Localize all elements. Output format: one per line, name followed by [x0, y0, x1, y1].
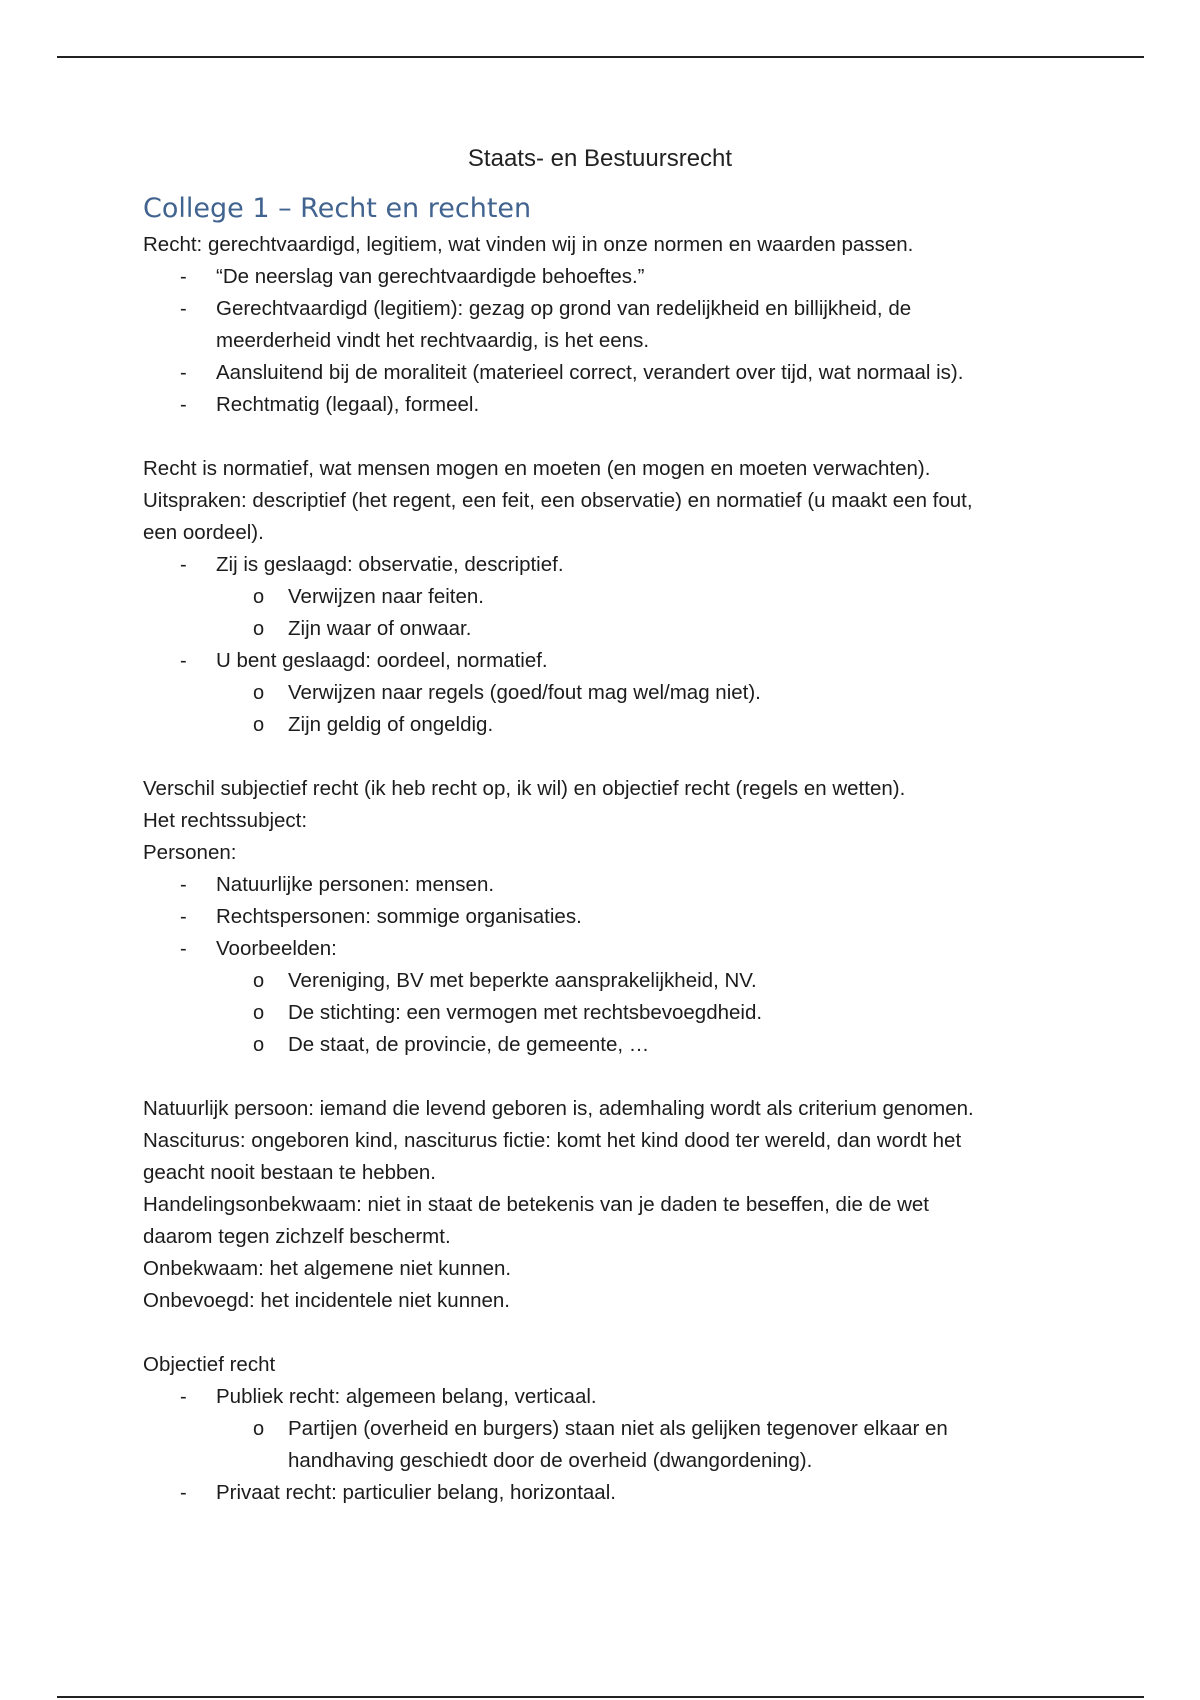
list-item: Aansluitend bij de moraliteit (materieel correct, verandert over tijd, wat normaal is). [216, 361, 964, 384]
sub-list-item-continuation: handhaving geschiedt door de overheid (dwangordening). [288, 1449, 813, 1472]
circle-bullet: o [253, 1034, 265, 1056]
top-rule [57, 56, 1144, 58]
paragraph-line: Objectief recht [143, 1353, 276, 1376]
circle-bullet: o [253, 1418, 265, 1440]
list-item: Zij is geslaagd: observatie, descriptief. [216, 553, 564, 576]
circle-bullet: o [253, 586, 265, 608]
circle-bullet: o [253, 714, 265, 736]
paragraph-line: Personen: [143, 841, 237, 864]
paragraph-line: Onbekwaam: het algemene niet kunnen. [143, 1257, 512, 1280]
paragraph-line: geacht nooit bestaan te hebben. [143, 1161, 436, 1184]
paragraph-line: Het rechtssubject: [143, 809, 308, 832]
circle-bullet: o [253, 682, 265, 704]
paragraph-line: een oordeel). [143, 521, 264, 544]
sub-list-item: Zijn geldig of ongeldig. [288, 713, 494, 736]
paragraph-line: Handelingsonbekwaam: niet in staat de betekenis van je daden te beseffen, die de wet [143, 1193, 929, 1216]
dash-bullet: - [180, 650, 187, 672]
paragraph-line: Recht: gerechtvaardigd, legitiem, wat vinden wij in onze normen en waarden passen. [143, 233, 914, 256]
circle-bullet: o [253, 970, 265, 992]
heading-college-1: College 1 – Recht en rechten [143, 193, 532, 224]
dash-bullet: - [180, 938, 187, 960]
paragraph-line: Recht is normatief, wat mensen mogen en moeten (en mogen en moeten verwachten). [143, 457, 931, 480]
paragraph-line: Verschil subjectief recht (ik heb recht op, ik wil) en objectief recht (regels en wetten). [143, 777, 906, 800]
dash-bullet: - [180, 394, 187, 416]
list-item: Publiek recht: algemeen belang, verticaal. [216, 1385, 597, 1408]
dash-bullet: - [180, 266, 187, 288]
circle-bullet: o [253, 1002, 265, 1024]
list-item: Gerechtvaardigd (legitiem): gezag op grond van redelijkheid en billijkheid, de [216, 297, 912, 320]
list-item-continuation: meerderheid vindt het rechtvaardig, is het eens. [216, 329, 650, 352]
list-item: Natuurlijke personen: mensen. [216, 873, 495, 896]
list-item: “De neerslag van gerechtvaardigde behoeftes.” [216, 265, 645, 288]
dash-bullet: - [180, 874, 187, 896]
sub-list-item: De staat, de provincie, de gemeente, … [288, 1033, 650, 1056]
dash-bullet: - [180, 1386, 187, 1408]
paragraph-line: Onbevoegd: het incidentele niet kunnen. [143, 1289, 510, 1312]
dash-bullet: - [180, 362, 187, 384]
list-item: Rechtmatig (legaal), formeel. [216, 393, 480, 416]
sub-list-item: Vereniging, BV met beperkte aansprakelijkheid, NV. [288, 969, 757, 992]
paragraph-line: Uitspraken: descriptief (het regent, een feit, een observatie) en normatief (u maakt een fout, [143, 489, 973, 512]
list-item: Voorbeelden: [216, 937, 337, 960]
sub-list-item: De stichting: een vermogen met rechtsbevoegdheid. [288, 1001, 763, 1024]
dash-bullet: - [180, 554, 187, 576]
dash-bullet: - [180, 298, 187, 320]
list-item: Rechtspersonen: sommige organisaties. [216, 905, 582, 928]
paragraph-line: daarom tegen zichzelf beschermt. [143, 1225, 451, 1248]
bottom-rule [57, 1696, 1144, 1698]
paragraph-line: Nasciturus: ongeboren kind, nasciturus fictie: komt het kind dood ter wereld, dan wordt het [143, 1129, 962, 1152]
sub-list-item: Partijen (overheid en burgers) staan niet als gelijken tegenover elkaar en [288, 1417, 948, 1440]
dash-bullet: - [180, 1482, 187, 1504]
document-title: Staats- en Bestuursrecht [467, 145, 733, 172]
sub-list-item: Verwijzen naar feiten. [288, 585, 485, 608]
sub-list-item: Verwijzen naar regels (goed/fout mag wel/mag niet). [288, 681, 761, 704]
sub-list-item: Zijn waar of onwaar. [288, 617, 472, 640]
circle-bullet: o [253, 618, 265, 640]
paragraph-line: Natuurlijk persoon: iemand die levend geboren is, ademhaling wordt als criterium genomen. [143, 1097, 974, 1120]
dash-bullet: - [180, 906, 187, 928]
list-item: Privaat recht: particulier belang, horizontaal. [216, 1481, 616, 1504]
list-item: U bent geslaagd: oordeel, normatief. [216, 649, 548, 672]
